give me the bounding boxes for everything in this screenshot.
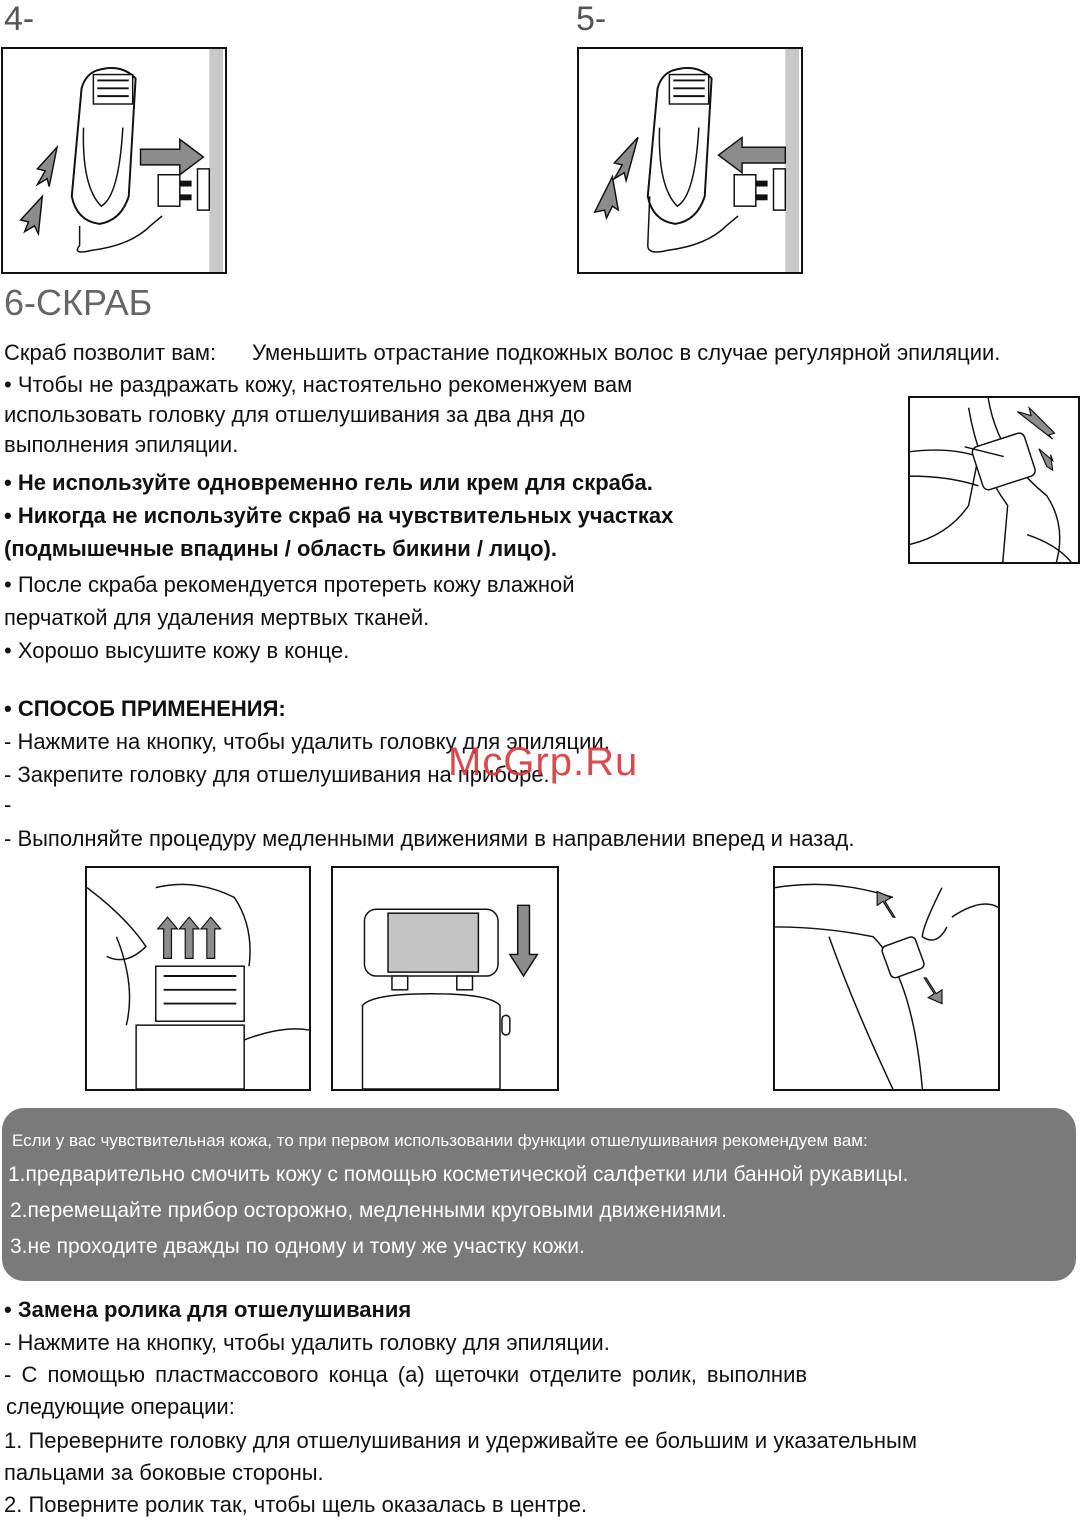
roller-line-5: пальцами за боковые стороны. <box>4 1460 324 1485</box>
aftercare-line-2: перчаткой для удаления мертвых тканей. <box>4 605 430 630</box>
aftercare-line-1: • После скраба рекомендуется протереть кожу влажной <box>4 572 575 597</box>
leg-illustration <box>910 398 1078 562</box>
figure-leg-scrub <box>908 396 1080 564</box>
figure-plug-charger <box>577 47 803 274</box>
roller-line-6: 2. Поверните ролик так, чтобы щель оказалась в центре. <box>4 1492 588 1517</box>
roller-line-1: - Нажмите на кнопку, чтобы удалить головку для эпиляции. <box>4 1330 610 1355</box>
usage-step-3: - <box>4 792 12 817</box>
scrub-motion-illustration <box>775 868 998 1089</box>
roller-line-2: - С помощью пластмассового конца (а) щеточки отделите ролик, выполнив <box>4 1362 808 1387</box>
usage-step-1: - Нажмите на кнопку, чтобы удалить головку для эпиляции. <box>4 729 610 754</box>
roller-line-4: 1. Переверните головку для отшелушивания и удерживайте ее большим и указательным <box>4 1428 917 1453</box>
panel-item-2: 2.перемещайте прибор осторожно, медленными круговыми движениями. <box>10 1199 727 1222</box>
figure-attach-scrub-head <box>331 866 559 1091</box>
epilator-charger-illustration <box>3 49 225 272</box>
figure-scrub-motion <box>773 866 1000 1091</box>
figure-unplug-charger <box>1 47 227 274</box>
remove-head-illustration <box>87 868 309 1089</box>
usage-step-4: - Выполняйте процедуру медленными движениями в направлении вперед и назад. <box>4 826 855 851</box>
roller-line-3: следующие операции: <box>6 1394 235 1419</box>
intro-lead: Скраб позволит вам: <box>4 340 217 365</box>
warning-line-1: • Не используйте одновременно гель или крем для скраба. <box>4 470 653 495</box>
intro-tip-line-1: • Чтобы не раздражать кожу, настоятельно рекоменжуем вам <box>4 372 633 397</box>
sensitive-skin-panel <box>2 1108 1076 1281</box>
panel-item-1: 1.предварительно смочить кожу с помощью косметической салфетки или банной рукавицы. <box>8 1163 909 1186</box>
section-title: 6-СКРАБ <box>4 282 153 323</box>
intro-tip-line-3: выполнения эпиляции. <box>4 432 239 457</box>
panel-item-3: 3.не проходите дважды по одному и тому же участку кожи. <box>10 1235 585 1258</box>
usage-step-2: - Закрепите головку для отшелушивания на приборе. <box>4 762 550 787</box>
watermark: McGrp.Ru <box>448 740 639 784</box>
roller-heading: • Замена ролика для отшелушивания <box>4 1297 412 1322</box>
intro-tip-line-2: использовать головку для отшелушивания за два дня до <box>4 402 586 427</box>
intro-benefit: Уменьшить отрастание подкожных волос в случае регулярной эпиляции. <box>252 340 1001 365</box>
usage-heading: • СПОСОБ ПРИМЕНЕНИЯ: <box>4 696 286 721</box>
step-number-4: 4- <box>4 0 35 38</box>
panel-intro: Если у вас чувствительная кожа, то при первом использовании функции отшелушивания рекомендуем вам: <box>12 1131 868 1150</box>
aftercare-line-3: • Хорошо высушите кожу в конце. <box>4 638 350 663</box>
attach-head-illustration <box>333 868 557 1089</box>
epilator-charger-illustration <box>579 49 801 272</box>
warning-line-3: (подмышечные впадины / область бикини / лицо). <box>4 536 557 561</box>
step-number-5: 5- <box>576 0 607 38</box>
warning-line-2: • Никогда не используйте скраб на чувствительных участках <box>4 503 674 528</box>
figure-remove-head <box>85 866 311 1091</box>
